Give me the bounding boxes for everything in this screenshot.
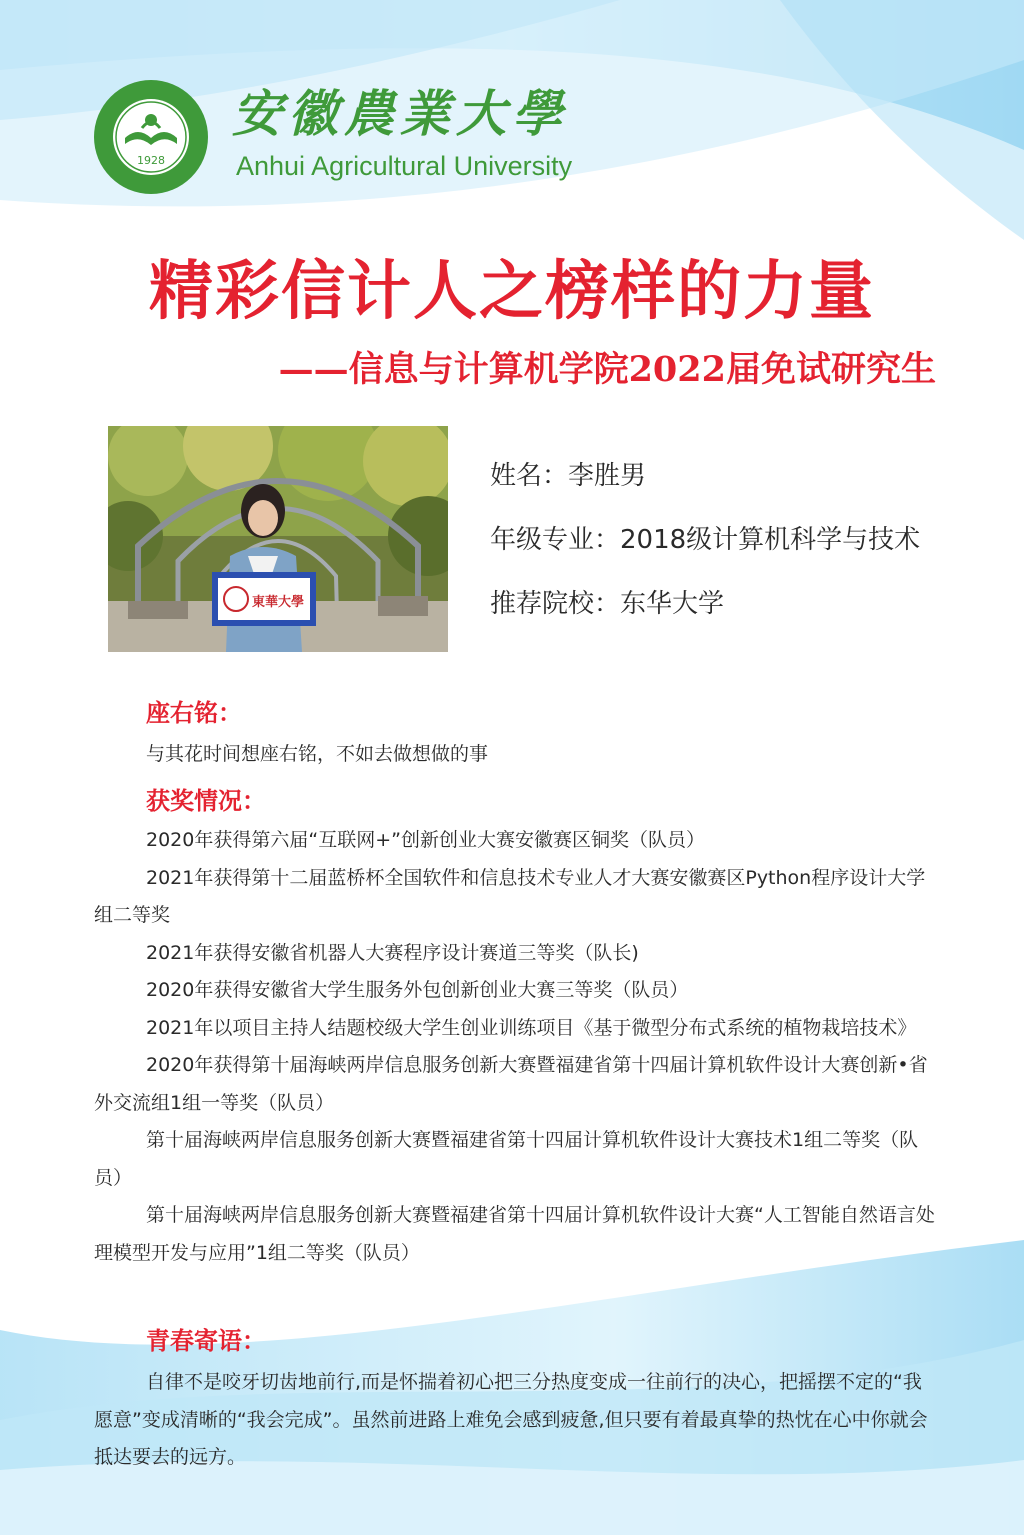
school-name-cn: 安徽農業大學 — [232, 84, 568, 143]
university-logo — [92, 78, 210, 196]
award-item: 2021年获得第十二届蓝桥杯全国软件和信息技术专业人才大赛安徽赛区Python程序设计大学组二等奖 — [94, 866, 926, 926]
page-subtitle: ——信息与计算机学院2022届免试研究生 — [278, 349, 936, 390]
award-item: 2021年以项目主持人结题校级大学生创业训练项目《基于微型分布式系统的植物栽培技术》 — [146, 1016, 917, 1039]
award-item: 2020年获得第六届“互联网+”创新创业大赛安徽赛区铜奖（队员） — [146, 829, 705, 851]
award-item: 2020年获得第十届海峡两岸信息服务创新大赛暨福建省第十四届计算机软件设计大赛创新•省外交流组1组一等奖（队员） — [94, 1054, 928, 1114]
awards-heading: 获奖情况： — [146, 787, 266, 815]
motto-heading: 座右铭： — [146, 699, 242, 727]
youth-message — [94, 1364, 936, 1477]
motto-text: 与其花时间想座右铭，不如去做想做的事 — [146, 743, 489, 765]
student-major: 年级专业：2018级计算机科学与技术 — [490, 525, 921, 555]
award-item: 第十届海峡两岸信息服务创新大赛暨福建省第十四届计算机软件设计大赛技术1组二等奖（队员） — [94, 1129, 919, 1189]
message-heading: 青春寄语： — [146, 1327, 266, 1355]
sign-text: 東華大學 — [251, 595, 305, 610]
student-photo — [108, 426, 448, 652]
student-name: 姓名：李胜男 — [490, 461, 647, 491]
awards-list — [94, 822, 936, 1272]
school-name-en: Anhui Agricultural University — [236, 151, 573, 181]
award-item: 2021年获得安徽省机器人大赛程序设计赛道三等奖（队长) — [146, 941, 639, 964]
award-item: 第十届海峡两岸信息服务创新大赛暨福建省第十四届计算机软件设计大赛“人工智能自然语言处理模型开发与应用”1组二等奖（队员） — [94, 1204, 935, 1264]
award-item: 2020年获得安徽省大学生服务外包创新创业大赛三等奖（队员） — [146, 979, 689, 1001]
recommended-school: 推荐院校：东华大学 — [490, 589, 725, 619]
page-title: 精彩信计人之榜样的力量 — [149, 254, 875, 329]
message-text: 自律不是咬牙切齿地前行,而是怀揣着初心把三分热度变成一往前行的决心，把摇摆不定的“我愿意”变成清晰的“我会完成”。虽然前进路上难免会感到疲惫,但只要有着最真挚的热忱在心中你就会抵达要去的远方。 — [94, 1371, 928, 1468]
logo-year: 1928 — [137, 154, 165, 167]
